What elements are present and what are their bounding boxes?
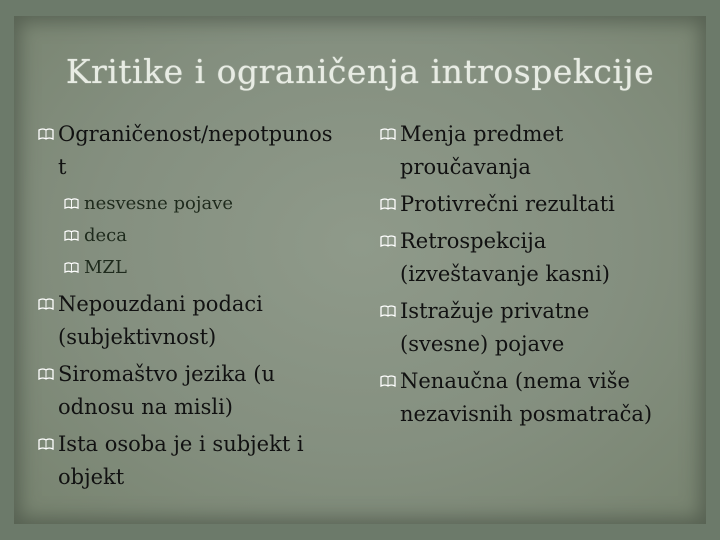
book-bullet-icon: [64, 197, 79, 210]
book-bullet-icon: [380, 234, 396, 248]
list-item: [380, 295, 700, 361]
sub-list-item: [64, 188, 358, 220]
list-item: [38, 358, 358, 424]
sub-list-item: [64, 220, 358, 252]
list-item-line: (svesne) pojave: [400, 332, 565, 356]
book-bullet-icon: [64, 261, 79, 274]
list-item: [380, 118, 700, 184]
sub-list-item-label: MZL: [84, 257, 127, 278]
list-item-line: Menja predmet: [400, 122, 564, 146]
right-column: [380, 118, 700, 435]
list-item-line: Nepouzdani podaci: [58, 292, 263, 316]
list-item-line: Nenaučna (nema više: [400, 369, 630, 393]
list-item-line: objekt: [58, 465, 125, 489]
slide-title: Kritike i ograničenja introspekcije: [65, 52, 655, 91]
list-item: [380, 365, 700, 431]
book-bullet-icon: [380, 374, 396, 388]
book-bullet-icon: [380, 197, 396, 211]
list-item: [38, 428, 358, 494]
list-item-line: Ista osoba je i subjekt i: [58, 432, 304, 456]
book-bullet-icon: [380, 304, 396, 318]
list-item-line: Retrospekcija: [400, 229, 547, 253]
sub-list-item-label: deca: [84, 225, 127, 246]
list-item-line: Ograničenost/nepotpunos: [58, 122, 333, 146]
list-item-line: nezavisnih posmatrača): [400, 402, 653, 426]
book-bullet-icon: [64, 229, 79, 242]
list-item-line: (subjektivnost): [58, 325, 217, 349]
list-item-line: odnosu na misli): [58, 395, 233, 419]
list-item-line: Siromaštvo jezika (u: [58, 362, 275, 386]
sub-list-item: [64, 252, 358, 284]
list-item-line: (izveštavanje kasni): [400, 262, 610, 286]
list-item-line: t: [58, 155, 67, 179]
sub-list-item-label: nesvesne pojave: [84, 193, 234, 214]
list-item-line: Istražuje privatne: [400, 299, 590, 323]
list-item: [38, 118, 358, 184]
book-bullet-icon: [38, 367, 54, 381]
list-item: [380, 188, 700, 221]
list-item: [380, 225, 700, 291]
book-bullet-icon: [380, 127, 396, 141]
book-bullet-icon: [38, 127, 54, 141]
book-bullet-icon: [38, 437, 54, 451]
list-item: [38, 288, 358, 354]
list-item-line: Protivrečni rezultati: [400, 192, 615, 216]
book-bullet-icon: [38, 297, 54, 311]
list-item-line: proučavanja: [400, 155, 531, 179]
left-column: [38, 118, 358, 498]
